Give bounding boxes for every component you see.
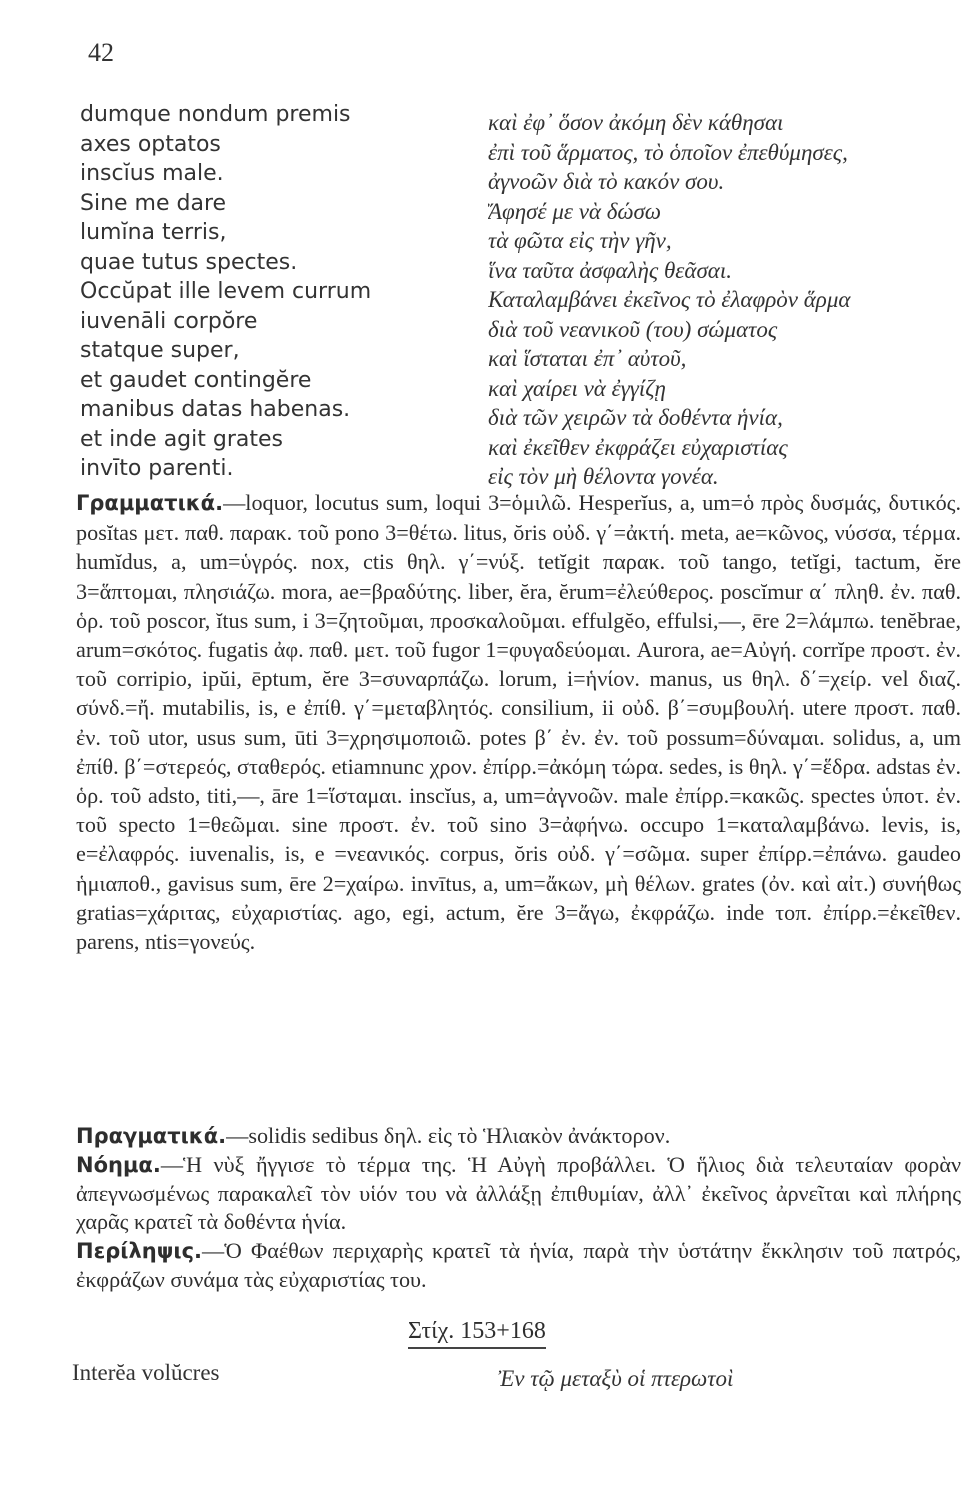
next-latin-line: Interĕa volŭcres bbox=[72, 1360, 220, 1385]
page-number: 42 bbox=[88, 38, 114, 67]
commentary-section bbox=[76, 1122, 961, 1295]
latin-verse-line: Sine me dare bbox=[80, 190, 227, 216]
latin-verse-line: manibus datas habenas. bbox=[80, 397, 351, 422]
greek-translation-column bbox=[488, 108, 958, 492]
noima-text: —Ἡ νὺξ ἤγγισε τὸ τέρμα της. Ἡ Αὐγὴ προβάλλει. Ὁ ἥλιος διὰ τελευταίαν φορὰν ἀπεγνωσμένως παρακαλεῖ τὸν υἱόν του νὰ ἀλλάξῃ ἐπιθυμίαν, ἀλλ᾽ ἐκεῖνος ἀρνεῖται καὶ πλήρης χαρᾶς κρατεῖ τὰ δοθέντα ἡνία. bbox=[76, 1151, 961, 1235]
next-greek-line: Ἐν τῷ μεταξὺ οἱ πτερωτοὶ bbox=[498, 1366, 734, 1391]
perilipsis-heading: Περίληψις. bbox=[76, 1239, 202, 1264]
greek-verse-line: ἵνα ταῦτα ἀσφαλὴς θεᾶσαι. bbox=[488, 257, 732, 283]
noima-heading: Νόημα. bbox=[76, 1152, 161, 1177]
grammar-heading: Γραμματικά. bbox=[76, 491, 224, 515]
perilipsis-paragraph bbox=[76, 1237, 961, 1295]
greek-verse-line: διὰ τοῦ νεανικοῦ (του) σώματος bbox=[488, 316, 778, 342]
greek-verse-line: τὰ φῶτα εἰς τὴν γῆν, bbox=[488, 228, 672, 253]
grammar-text: —loquor, locutus sum, loqui 3=ὁμιλῶ. Hesperĭus, a, um=ὁ πρὸς δυσμάς, δυτικός. posĭtas μετ. παθ. παρακ. τοῦ pono 3=θέτω. litus, ŏris οὐδ. γ΄=ἀκτή. meta, ae=κῶνος, νύσσα, τέρμα. humĭdus, a, um=ὑγρός. nox, ctis θηλ. γ΄=νύξ. tetĭgit παρακ. τοῦ tango, tetĭgi, tactum, ĕre 3=ἅπτομαι, πλησιάζω. mora, ae=βραδύτης. liber, ĕra, ĕrum=ἐλεύθερος. poscĭmur α΄ πληθ. ἐν. παθ. ὁρ. τοῦ poscor, ĭtus sum, i 3=ζητοῦμαι, προσκαλοῦμαι. effulgĕo, effulsi,—, ēre 2=λάμπω. tenĕbrae, arum=σκότος. fugatis ἀφ. παθ. μετ. τοῦ fugor 1=φυγαδεύομαι. Aurora, ae=Αὐγή. corrĭpe προστ. ἐν. τοῦ corripio, ipŭi, ēptum, ĕre 3=συναρπάζω. lorum, i=ἡνίον. manus, us θηλ. δ΄=χείρ. vel διαζ. σύνδ.=ἤ. mutabilis, is, e ἐπίθ. γ΄=μεταβλητός. consilium, ii οὐδ. β΄=συμβουλή. utere προστ. παθ. ἐν. τοῦ utor, usus sum, ūti 3=χρησιμοποιῶ. potes β΄ ἐν. ἐν. τοῦ possum=δύναμαι. solidus, a, um ἐπίθ. β΄=στερεός, σταθερός. etiamnunc χρον. ἐπίρρ.=ἀκόμη τώρα. sedes, is θηλ. γ΄=ἕδρα. adstas ἐν. ὁρ. τοῦ adsto, titi,—, āre 1=ἵσταμαι. inscĭus, a, um=ἀγνοῶν. male ἐπίρρ.=κακῶς. spectes ὑποτ. ἐν. τοῦ specto 1=θεῶμαι. sine προστ. ἐν. τοῦ sino 3=ἀφήνω. occupo 1=καταλαμβάνω. levis, is, e=ἐλαφρός. iuvenalis, is, e =νεανικός. corpus, ŏris οὐδ. γ΄=σῶμα. super ἐπίρρ.=ἐπάνω. gaudeo ἡμιαποθ., gavisus sum, ēre 2=χαίρω. invītus, a, um=ἄκων, μὴ θέλων. grates (ὀν. καὶ αἰτ.) συνήθως gratias=χάριτας, εὐχαριστίας. ago, egi, actum, ĕre 3=ἄγω, ἐκφράζω. inde τοπ. ἐπίρρ.=ἐκεῖθεν. parens, ntis=γονεύς. bbox=[76, 490, 961, 955]
greek-verse-line: καὶ ἐφ᾽ ὅσον ἀκόμη δὲν κάθησαι bbox=[488, 110, 784, 135]
verse-reference-heading: Στίχ. 153+168 bbox=[408, 1318, 546, 1349]
latin-verse-line: et gaudet contingĕre bbox=[80, 367, 312, 393]
greek-verse-line: Ἄφησέ με νὰ δώσω bbox=[488, 198, 662, 224]
greek-verse-line: καὶ χαίρει νὰ ἐγγίζῃ bbox=[488, 375, 666, 401]
perilipsis-text: —Ὁ Φαέθων περιχαρὴς κρατεῖ τὰ ἡνία, παρὰ τὴν ὑστάτην ἔκκλησιν τοῦ πατρός, ἐκφράζων συνάμα τὰς εὐχαριστίας του. bbox=[76, 1238, 961, 1292]
greek-verse-line: διὰ τῶν χειρῶν τὰ δοθέντα ἡνία, bbox=[488, 405, 783, 430]
latin-verse-line: dumque nondum premis bbox=[80, 102, 351, 127]
pragmatika-heading: Πραγματικά. bbox=[76, 1124, 227, 1148]
grammar-section bbox=[76, 488, 961, 956]
greek-verse-line: Καταλαμβάνει ἐκεῖνος τὸ ἐλαφρὸν ἅρμα bbox=[488, 287, 851, 312]
greek-verse-line: καὶ ἐκεῖθεν ἐκφράζει εὐχαριστίας bbox=[488, 434, 788, 460]
pragmatika-paragraph bbox=[76, 1122, 961, 1151]
latin-verse-line: quae tutus spectes. bbox=[80, 249, 298, 275]
noima-paragraph bbox=[76, 1151, 961, 1237]
greek-verse-line: εἰς τὸν μὴ θέλοντα γονέα. bbox=[488, 464, 719, 489]
latin-verse-line: iuvenāli corpŏre bbox=[80, 308, 258, 334]
latin-verse-line: axes optatos bbox=[80, 131, 221, 157]
latin-verse-line: invīto parenti. bbox=[80, 456, 234, 481]
latin-verse-line: Occŭpat ille levem currum bbox=[80, 279, 372, 304]
latin-verse-line: lumĭna terris, bbox=[80, 220, 227, 245]
greek-verse-line: ἀγνοῶν διὰ τὸ κακόν σου. bbox=[488, 169, 725, 194]
latin-verse-column bbox=[80, 100, 480, 484]
greek-verse-line: καὶ ἵσταται ἐπ᾽ αὐτοῦ, bbox=[488, 346, 687, 371]
latin-verse-line: inscĭus male. bbox=[80, 161, 224, 186]
latin-verse-line: statque super, bbox=[80, 338, 240, 363]
latin-verse-line: et inde agit grates bbox=[80, 426, 283, 452]
greek-verse-line: ἐπὶ τοῦ ἅρματος, τὸ ὁποῖον ἐπεθύμησες, bbox=[488, 139, 848, 165]
pragmatika-text: —solidis sedibus δηλ. εἰς τὸ Ἡλιακὸν ἀνάκτορον. bbox=[226, 1123, 671, 1148]
